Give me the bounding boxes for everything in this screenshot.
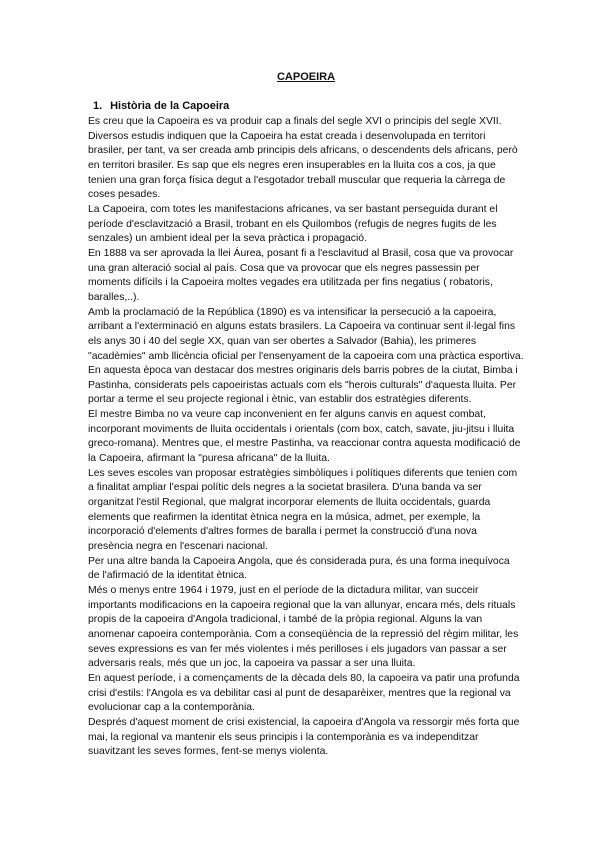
paragraph-lei-aurea: En 1888 va ser aprovada la llei Áurea, posant fi a l'esclavitud al Brasil, cosa que va provocar una gran alteració social al país. Cosa que va provocar que els negres passessin per moments difícils i la Capoeira moltes vegades era utilitzada per fins negatius ( robatoris, baralles,..). (88, 247, 514, 303)
paragraph-resurgence: Després d'aquest moment de crisi existencial, la capoeira d'Angola va ressorgir més forta que mai, la regional va mantenir els seus principis i la contemporània es va independitzar suavitzant les seves formes, fent-se menys violenta. (88, 716, 520, 758)
paragraph-dictatorship: Més o menys entre 1964 i 1979, just en el període de la dictadura militar, van succeir importants modificacions en la capoeira regional que la van allunyar, encara més, dels rituals propis de la capoeira d'Angola tradicional, i també de la pròpia regional. Alguns la van anomenar capoeira contemporània. Com a conseqüència de la repressió del règim militar, les seves expressions es van fer més violentes i més perilloses i els jugadors van passar a ser adversaris reals, més que un joc, la capoeira va passar a ser una lluita. (88, 585, 519, 670)
section-number: 1. (93, 100, 103, 112)
paragraph-origins: Es creu que la Capoeira es va produir cap a finals del segle XVI o principis del segle XVII. Diversos estudis indiquen que la Capoeira ha estat creada i desenvolupada en territori brasiler, per tant, va ser creada amb principis dels africans, o descendents dels africans, però en territori brasiler. Es sap que els negres eren insuperables en la lluita cos a cos, ja que tenien una gran força física degut a l'esgotador treball muscular que requeria la càrrega de coses pesades. (88, 116, 518, 201)
paragraph-schools: Les seves escoles van proposar estratègies simbòliques i polítiques diferents que tenien com a finalitat ampliar l'espai polític dels negres a la societat brasilera. D'una banda va ser organitzat l'estil Regional, que malgrat incorporar elements de lluita occidentals, guarda elements que reafirmen la identitat ètnica negra en la música, admet, per exemple, la incorporació d'elements d'altres formes de baralla i permet la construcció d'una nova presència negra en l'escenari nacional. (88, 467, 518, 553)
paragraph-angola: Per una altre banda la Capoeira Angola, que és considerada pura, és una forma inequívoca de l'afirmació de la identitat ètnica. (88, 555, 510, 582)
paragraph-crisis: En aquest període, i a començaments de la dècada dels 80, la capoeira va patir una profunda crisi d'estils: l'Angola es va debilitar casi al punt de desaparèixer, mentres que la regional va evolucionar cap a la contemporània. (88, 672, 520, 714)
section-title: Història de la Capoeira (110, 100, 230, 112)
paragraph-persecution: La Capoeira, com totes les manifestacions africanes, va ser bastant perseguida durant el període d'esclavització a Brasil, trobant en els Quilombos (refugis de negres fugits de les senzales) un ambient ideal per la seva pràctica i propagació. (88, 203, 498, 245)
paragraph-masters: En aquesta època van destacar dos mestres originaris dels barris pobres de la ciutat, Bimba i Pastinha, considerats pels capoeiristas actuals com els "herois culturals" d'aquesta lluita. Per portar a terme el seu projecte regional i ètnic, van establir dos estratègies diferents. (88, 365, 518, 406)
paragraph-bimba-pastinha: El mestre Bimba no va veure cap inconvenient en fer alguns canvis en aquest combat, incorporant moviments de lluita occidentals i orientals (com box, catch, savate, jiu-jitsu i lluita greco-romana). Mentres que, el mestre Pastinha, va reaccionar contra aquesta modificació de la Capoeira, afirmant la "puresa africana" de la lluita. (88, 409, 521, 465)
document-title: CAPOEIRA (276, 71, 336, 83)
paragraph-republic: Amb la proclamació de la República (1890) es va intensificar la persecució a la capoeira, arribant a l'exterminació en alguns estats brasilers. La Capoeira va continuar sent il·legal fins els anys 30 i 40 del segle XX, quan van ser obertes a Salvador (Bahia), les primeres "acadèmies" amb llicència oficial per l'ensenyament de la capoeira com una pràctica esportiva. (88, 306, 524, 362)
section-heading (88, 99, 524, 114)
document-page (88, 70, 524, 760)
